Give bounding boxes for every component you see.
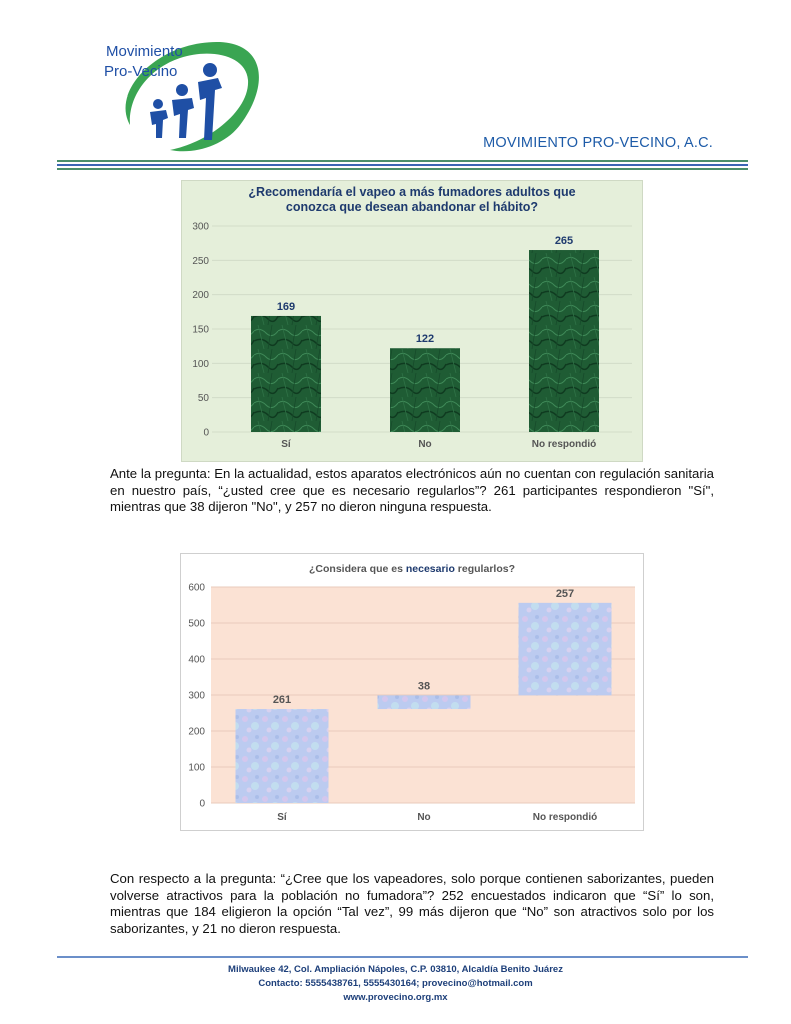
chart1-svg [182,181,642,461]
chart-regulation-needed [180,553,644,831]
y-tick-label: 500 [188,618,205,630]
category-label: Sí [277,812,287,823]
header-divider [57,160,748,162]
chart-recommend-vaping [181,180,643,462]
bar-1 [236,709,329,803]
organization-logo [100,30,270,160]
footer [0,963,791,1005]
chart2-svg [181,554,643,830]
y-tick-label: 100 [188,762,205,774]
data-label: 38 [417,680,431,693]
data-label: 122 [415,333,435,346]
y-tick-label: 200 [188,726,205,738]
bar-3 [529,250,599,432]
chart2-title-emph: necesario [405,563,455,575]
y-tick-label: 600 [188,582,205,594]
data-label: 265 [554,235,574,248]
paragraph-regulation-question: Ante la pregunta: En la actualidad, estos aparatos electrónicos aún no cuentan con regulación sanitaria en nuestro país, “¿usted cree que es necesario regularlos”? 261 participantes respondieron "Sí", mientras que 38 dijeron "No", y 257 no dieron ninguna respuesta. [110,466,714,514]
data-label: 169 [276,300,296,313]
bar-1 [251,316,321,432]
footer-contact: Contacto: 5555438761, 5555430164; provecino@hotmail.com [258,978,533,989]
chart1-title-line1: ¿Recomendaría el vapeo a más fumadores adultos que [248,185,576,199]
category-label: Sí [281,439,291,450]
category-label: No [418,439,432,450]
bar-2 [378,695,471,709]
data-label: 261 [272,694,292,707]
header-divider [57,164,748,166]
header-divider [57,168,748,170]
footer-divider [57,956,748,958]
organization-name: MOVIMIENTO PRO-VECINO, A.C. [483,135,713,151]
footer-address: Milwaukee 42, Col. Ampliación Nápoles, C.P. 03810, Alcaldía Benito Juárez [228,964,563,975]
y-tick-label: 300 [192,221,209,233]
category-label: No respondió [532,812,598,823]
footer-website: www.provecino.org.mx [343,992,448,1003]
logo-graphic [100,30,270,160]
y-tick-label: 0 [203,427,209,439]
y-tick-label: 250 [192,255,209,267]
y-tick-label: 150 [192,324,209,336]
logo-text-line1: Movimiento [106,43,183,60]
logo-text-line2: Pro-Vecino [104,63,178,80]
chart2-title [309,563,515,575]
y-tick-label: 400 [188,654,205,666]
bar-3 [519,603,612,696]
y-tick-label: 50 [197,393,209,405]
chart1-title-line2: conozca que desean abandonar el hábito? [285,200,539,214]
chart2-title-part1: ¿Considera que es [309,563,406,575]
data-label: 257 [555,587,575,600]
y-tick-label: 0 [199,798,205,810]
paragraph-flavors-question: Con respecto a la pregunta: “¿Cree que los vapeadores, solo porque contienen saborizantes, pueden volverse atractivos para la población no fumadora”? 252 encuestados indicaron que “Sí” lo son, mientras que 184 eligieron la opción “Tal vez”, 99 más dijeron que “No” son atractivos solo por los saborizantes, y 21 no dieron respuesta. [110,871,714,936]
bar-2 [390,348,460,432]
y-tick-label: 200 [192,290,209,302]
y-tick-label: 100 [192,358,209,370]
chart2-title-part2: regularlos? [454,563,515,575]
category-label: No [417,812,431,823]
category-label: No respondió [531,439,597,450]
y-tick-label: 300 [188,690,205,702]
